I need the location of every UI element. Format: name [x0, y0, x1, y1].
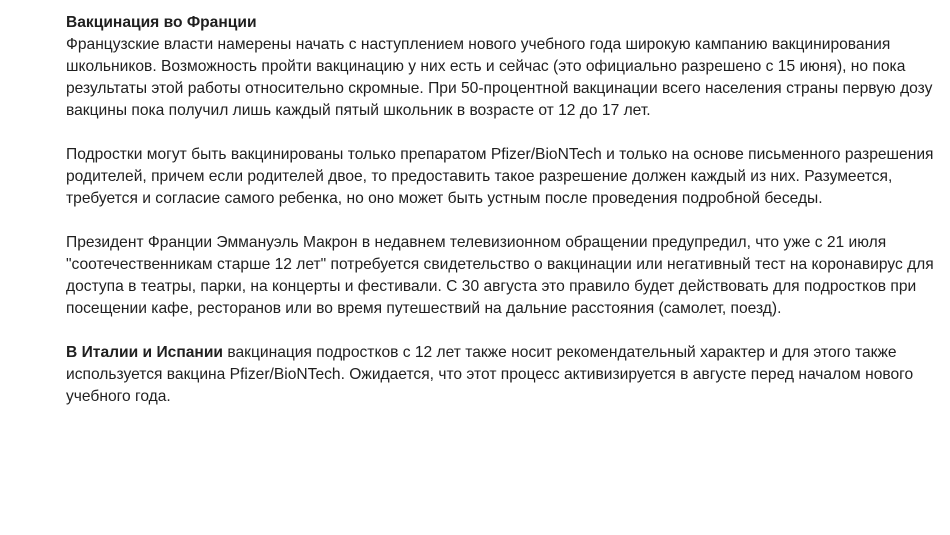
document-body [66, 12, 936, 408]
section-title: Вакцинация во Франции [66, 14, 257, 31]
paragraph-italy-spain [66, 342, 936, 408]
paragraph-spacer [66, 210, 936, 232]
paragraph-macron-announcement: Президент Франции Эммануэль Макрон в недавнем телевизионном обращении предупредил, что уже с 21 июля "соотечественникам старше 12 лет" потребуется свидетельство о вакцинации или негативный тест на коронавирус для доступа в театры, парки, на концерты и фестивали. С 30 августа это правило будет действовать для подростков при посещении кафе, ресторанов или во время путешествий на дальние расстояния (самолет, поезд). [66, 234, 934, 317]
paragraph-parental-consent: Подростки могут быть вакцинированы только препаратом Pfizer/BioNTech и только на основе письменного разрешения родителей, причем если родителей двое, то предоставить такое разрешение должен каждый из них. Разумеется, требуется и согласие самого ребенка, но оно может быть устным после проведения подробной беседы. [66, 146, 934, 207]
paragraph-spacer [66, 320, 936, 342]
paragraph-school-vaccination: Французские власти намерены начать с наступлением нового учебного года широкую кампанию вакцинирования школьников. Возможность пройти вакцинацию у них есть и сейчас (это официально разрешено с 15 июня), но пока результаты этой работы относительно скромные. При 50-процентной вакцинации всего населения страны первую дозу вакцины пока получил лишь каждый пятый школьник в возрасте от 12 до 17 лет. [66, 36, 933, 119]
italy-spain-lead: В Италии и Испании [66, 344, 224, 361]
italy-spain-text: вакцинация подростков с 12 лет также носит рекомендательный характер и для этого также используется вакцина Pfizer/BioNTech. Ожидается, что этот процесс активизируется в августе перед началом нового учебного года. [66, 344, 914, 405]
paragraph-spacer [66, 122, 936, 144]
